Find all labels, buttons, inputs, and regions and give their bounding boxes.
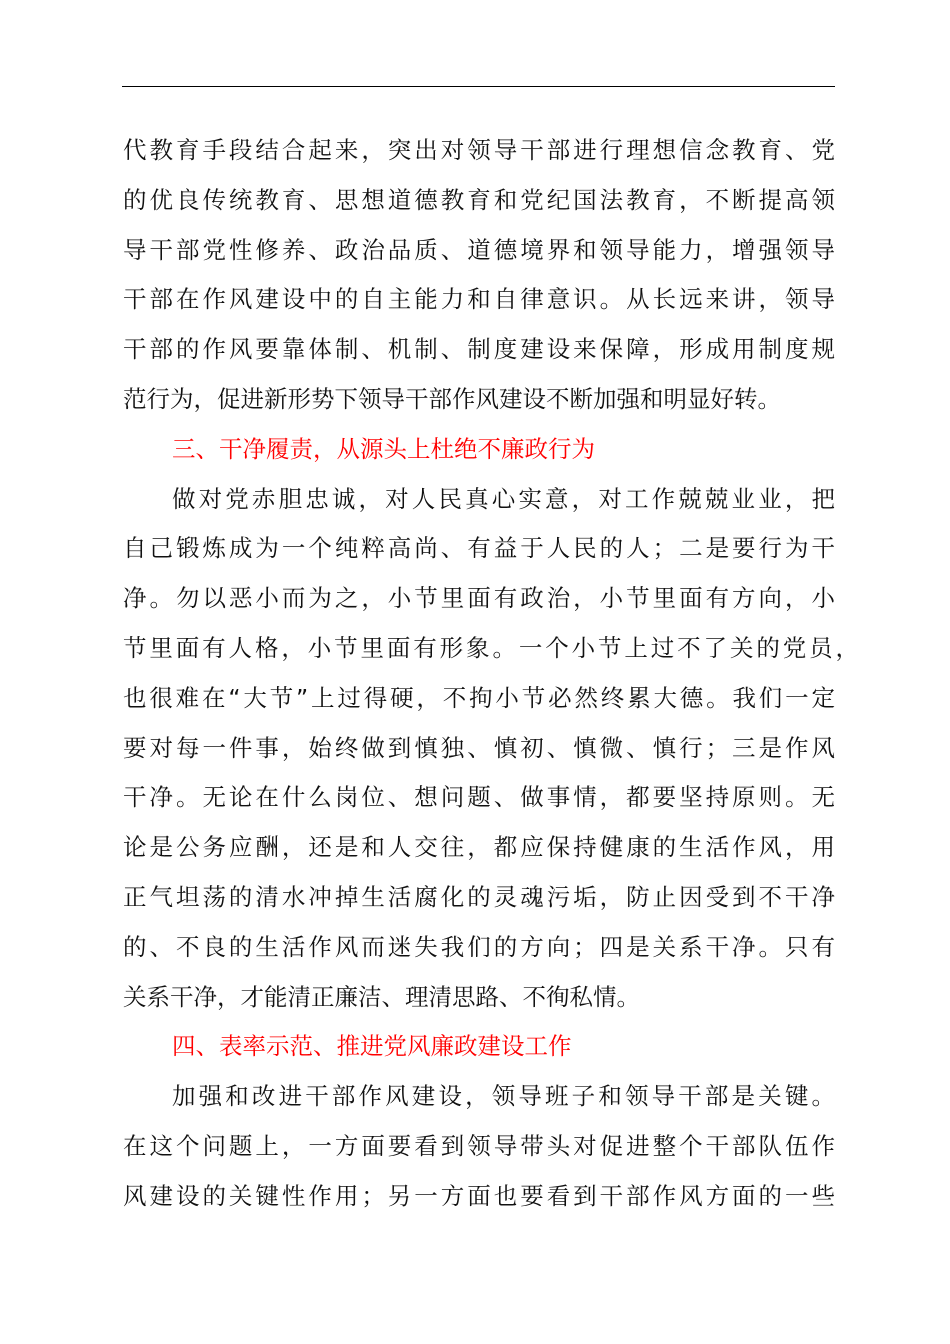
body-line: 代教育手段结合起来，突出对领导干部进行理想信念教育、党 [123, 136, 835, 164]
body-line: 在这个问题上，一方面要看到领导带头对促进整个干部队伍作 [123, 1131, 835, 1160]
body-line: 的优良传统教育、思想道德教育和党纪国法教育，不断提高领 [123, 185, 835, 214]
body-line: 节里面有人格，小节里面有形象。一个小节上过不了关的党员， [123, 633, 859, 662]
section-heading: 四、表率示范、推进党风廉政建设工作 [172, 1032, 572, 1061]
body-line: 关系干净，才能清正廉洁、理清思路、不徇私情。 [123, 982, 640, 1011]
document-body [123, 126, 859, 1222]
body-line: 自己锻炼成为一个纯粹高尚、有益于人民的人；二是要行为干 [123, 534, 835, 563]
body-line: 要对每一件事，始终做到慎独、慎初、慎微、慎行；三是作风 [123, 733, 835, 762]
body-line: 导干部党性修养、政治品质、道德境界和领导能力，增强领导 [123, 235, 835, 264]
body-line: 范行为，促进新形势下领导干部作风建设不断加强和明显好转。 [123, 384, 781, 413]
body-line: 干部在作风建设中的自主能力和自律意识。从长远来讲，领导 [123, 285, 835, 314]
body-line: 风建设的关键性作用；另一方面也要看到干部作风方面的一些 [123, 1181, 835, 1210]
body-line: 干部的作风要靠体制、机制、制度建设来保障，形成用制度规 [123, 335, 835, 364]
body-line: 干净。无论在什么岗位、想问题、做事情，都要坚持原则。无 [123, 783, 835, 812]
body-line: 论是公务应酬，还是和人交往，都应保持健康的生活作风，用 [123, 833, 835, 862]
body-line: 加强和改进干部作风建设，领导班子和领导干部是关键。 [172, 1082, 835, 1111]
body-line: 净。勿以恶小而为之，小节里面有政治，小节里面有方向，小 [123, 584, 835, 613]
body-line: 的、不良的生活作风而迷失我们的方向；四是关系干净。只有 [123, 932, 835, 961]
header-rule [122, 86, 835, 87]
body-line: 正气坦荡的清水冲掉生活腐化的灵魂污垢，防止因受到不干净 [123, 882, 835, 911]
body-line: 做对党赤胆忠诚，对人民真心实意，对工作兢兢业业，把 [172, 484, 835, 513]
body-line: 也很难在“大节”上过得硬，不拘小节必然终累大德。我们一定 [123, 683, 835, 712]
section-heading: 三、干净履责，从源头上杜绝不廉政行为 [172, 434, 595, 463]
